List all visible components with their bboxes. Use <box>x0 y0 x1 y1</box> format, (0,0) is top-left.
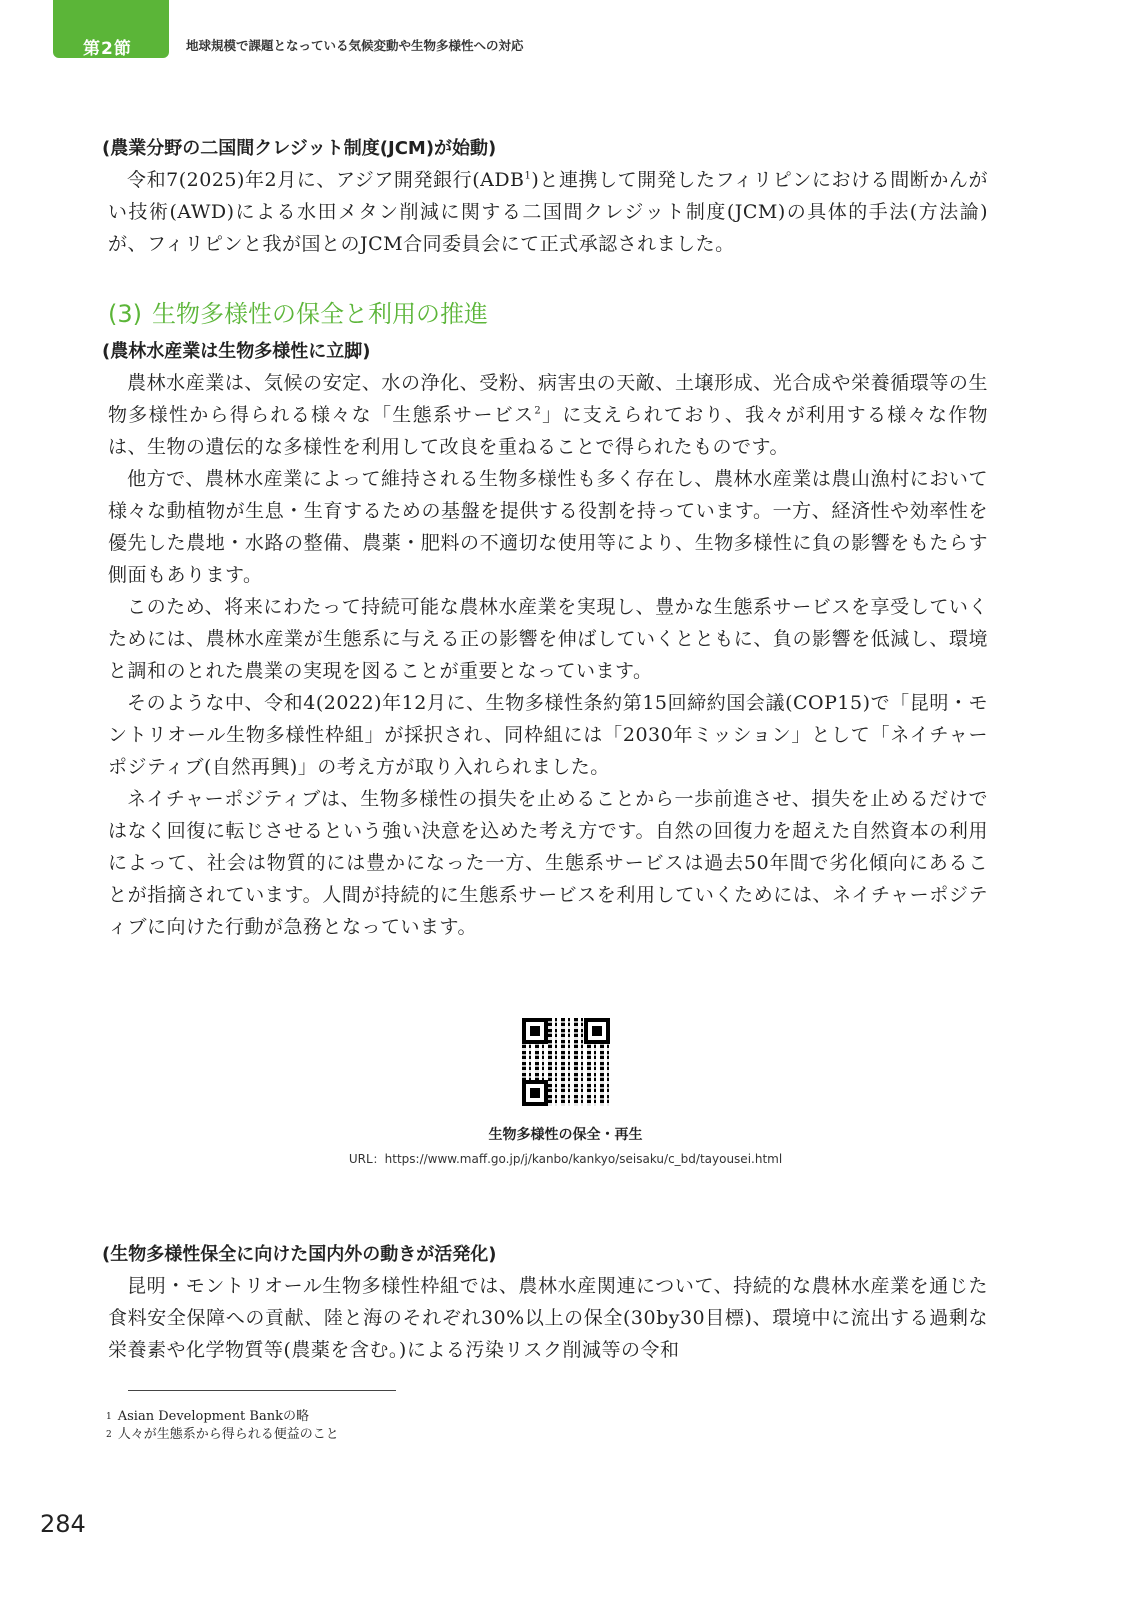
biodiversity-subheading: (農林水産業は生物多様性に立脚) <box>102 341 371 362</box>
section-3 <box>102 294 988 943</box>
page-number: 284 <box>40 1510 86 1538</box>
qr-url-link[interactable]: URL：https://www.maff.go.jp/j/kanbo/kankyo/seisaku/c_bd/tayousei.html <box>348 1152 783 1166</box>
footnote-1: $^1$ Asian Development Bankの略 <box>106 1409 309 1424</box>
footnote-divider <box>128 1390 396 1391</box>
activity-heading: (生物多様性保全に向けた国内外の動きが活発化) <box>102 1244 497 1265</box>
footnotes <box>106 1408 339 1444</box>
jcm-block <box>102 134 988 260</box>
paragraph-3: このため、将来にわたって持続可能な農林水産業を実現し、豊かな生態系サービスを享受していくためには、農林水産業が生態系に与える正の影響を伸ばしていくとともに、負の影響を低減し、環境と調和のとれた農業の実現を図ることが重要となっています。 <box>108 596 988 682</box>
activity-block <box>102 1240 988 1366</box>
qr-block <box>0 1018 1131 1167</box>
footnote-ref-1: 1 <box>524 170 532 182</box>
paragraph-5: ネイチャーポジティブは、生物多様性の損失を止めることから一歩前進させ、損失を止めるだけではなく回復に転じさせるという強い決意を込めた考え方です。自然の回復力を超えた自然資本の利用によって、社会は物質的には豊かになった一方、生態系サービスは過去50年間で劣化傾向にあることが指摘されています。人間が持続的に生態系サービスを利用していくためには、ネイチャーポジティブに向けた行動が急務となっています。 <box>108 788 988 938</box>
jcm-paragraph: 令和7(2025)年2月に、アジア開発銀行(ADB$^1$)と連携して開発したフィリピンにおける間断かんがい技術(AWD)による水田メタン削減に関する二国間クレジット制度(JCM)の具体的手法(方法論)が、フィリピンと我が国とのJCM合同委員会にて正式承認されました。 <box>108 169 988 255</box>
section-tab <box>53 0 169 58</box>
section-label: 第2節 <box>83 39 132 59</box>
footnote-2: $^2$ 人々が生態系から得られる便益のこと <box>106 1427 339 1442</box>
section-number: (3) <box>108 300 142 328</box>
qr-code-icon[interactable] <box>522 1018 610 1106</box>
paragraph-4: そのような中、令和4(2022)年12月に、生物多様性条約第15回締約国会議(COP15)で「昆明・モントリオール生物多様性枠組」が採択され、同枠組には「2030年ミッション」として「ネイチャーポジティブ(自然再興)」の考え方が取り入れられました。 <box>108 692 988 778</box>
section-title: 生物多様性の保全と利用の推進 <box>152 300 488 328</box>
jcm-heading: (農業分野の二国間クレジット制度(JCM)が始動) <box>102 138 497 159</box>
qr-title: 生物多様性の保全・再生 <box>488 1127 643 1143</box>
chapter-title: 地球規模で課題となっている気候変動や生物多様性への対応 <box>186 38 524 53</box>
activity-paragraph: 昆明・モントリオール生物多様性枠組では、農林水産関連について、持続的な農林水産業を通じた食料安全保障への貢献、陸と海のそれぞれ30%以上の保全(30by30目標)、環境中に流出する過剰な栄養素や化学物質等(農薬を含む。)による汚染リスク削減等の令和 <box>108 1275 988 1361</box>
paragraph-2: 他方で、農林水産業によって維持される生物多様性も多く存在し、農林水産業は農山漁村において様々な動植物が生息・生育するための基盤を提供する役割を持っています。一方、経済性や効率性を優先した農地・水路の整備、農薬・肥料の不適切な使用等により、生物多様性に負の影響をもたらす側面もあります。 <box>108 468 988 586</box>
section-heading <box>108 294 988 329</box>
footnote-ref-2: 2 <box>534 405 542 417</box>
paragraph-1: 農林水産業は、気候の安定、水の浄化、受粉、病害虫の天敵、土壌形成、光合成や栄養循環等の生物多様性から得られる様々な「生態系サービス$^2$」に支えられており、我々が利用する様々な作物は、生物の遺伝的な多様性を利用して改良を重ねることで得られたものです。 <box>108 372 988 458</box>
